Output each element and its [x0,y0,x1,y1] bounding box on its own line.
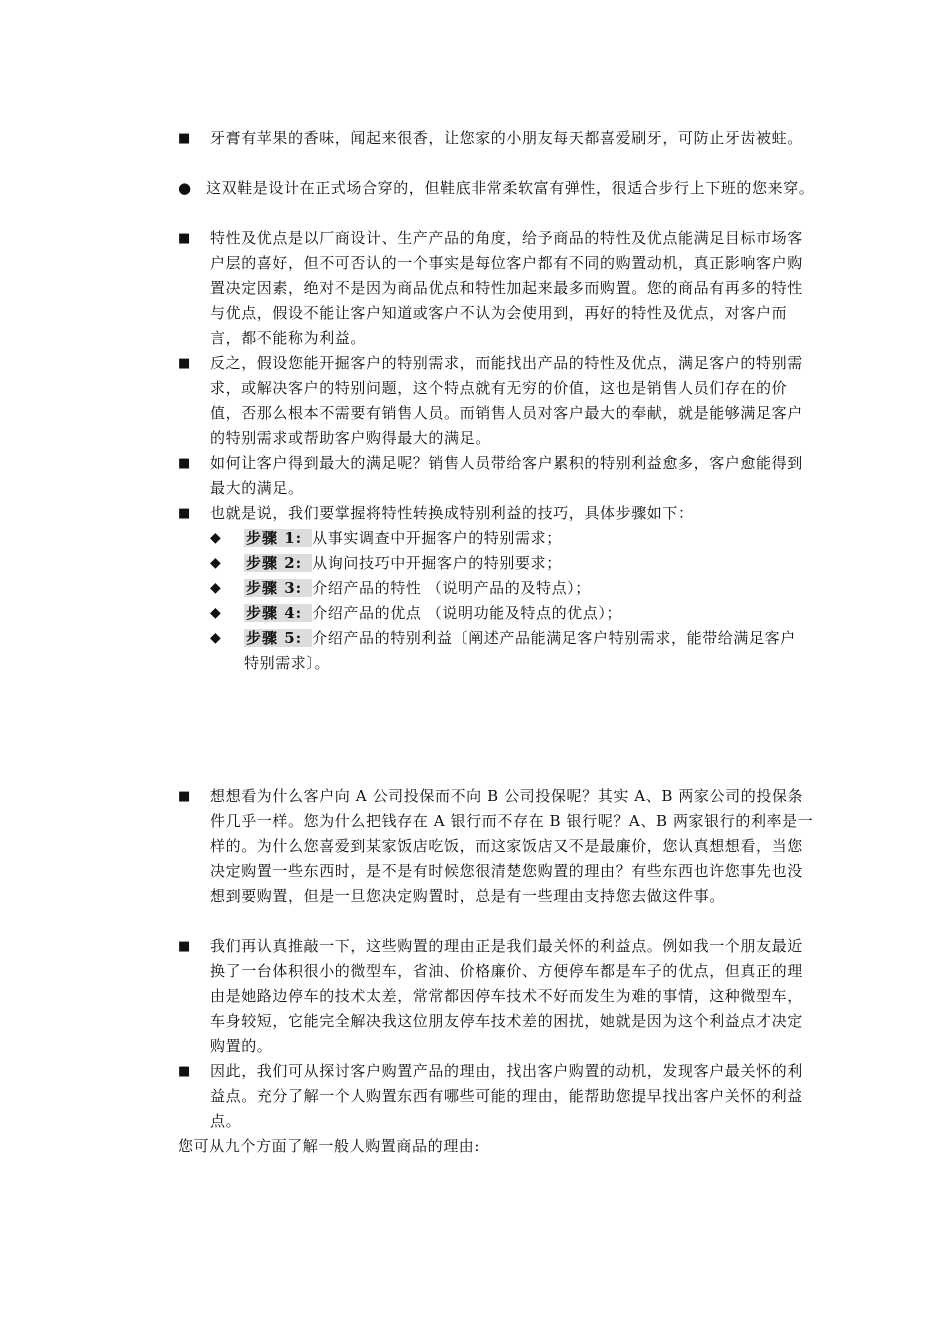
paragraph-satisfaction [178,451,818,501]
square-bullet-icon: ■ [178,456,191,471]
step-item-5 [210,626,810,676]
step-label: 步骤 3: [244,579,312,597]
step-text: 从询问技巧中开掘客户的特别要求； [312,554,562,572]
step-label: 步骤 4: [244,604,312,622]
step-item-2 [210,551,810,576]
paragraph-conversely [178,351,818,451]
closing-line: 您可从九个方面了解一般人购置商品的理由: [178,1137,481,1155]
paragraph-therefore [178,1059,818,1134]
paragraph-text: 反之，假设您能开掘客户的特别需求，而能找出产品的特性及优点，满足客户的特别需求，或解决客户的特别问题，这个特点就有无穷的价值，这也是销售人员们存在的价值，否那么根本不需要有销售人员。而销售人员对客户最大的奉献，就是能够满足客户的特别需求或帮助客户购得最大的满足。 [210,354,803,447]
step-text: 介绍产品的特性 （说明产品的及特点）； [312,579,591,597]
diamond-bullet-icon: ◆ [210,555,221,571]
square-bullet-icon: ■ [178,939,191,954]
step-label: 步骤 1: [244,529,312,547]
paragraph-text: 牙膏有苹果的香味，闻起来很香，让您家的小朋友每天都喜爱刷牙，可防止牙齿被蛀。 [210,129,803,147]
paragraph-text: 这双鞋是设计在正式场合穿的，但鞋底非常柔软富有弹性，很适合步行上下班的您来穿。 [206,179,815,197]
paragraph-text: 想想看为什么客户向 A 公司投保而不向 B 公司投保呢？其实 A、B 两家公司的投保条件几乎一样。您为什么把钱存在 A 银行而不存在 B 银行呢？A、B 两家银行的利率是一样的。为什么您喜爱到某家饭店吃饭，而这家饭店又不是最廉价，您认真想想看，当您决定购置一些东西时，是不是有时候您很清楚您购置的理由？有些东西也许您事先也没想到要购置，但是一旦您决定购置时，总是有一些理由支持您去做这件事。 [210,787,814,905]
step-text: 介绍产品的特别利益〔阐述产品能满足客户特别需求，能带给满足客户特别需求〕。 [244,629,796,672]
diamond-bullet-icon: ◆ [210,630,221,646]
paragraph-features [178,226,818,351]
paragraph-text: 我们再认真推敲一下，这些购置的理由正是我们最关怀的利益点。例如我一个朋友最近换了一台体积很小的微型车，省油、价格廉价、方便停车都是车子的优点，但真正的理由是她路边停车的技术太差，常常都因停车技术不好而发生为难的事情，这种微型车，车身较短，它能完全解决我这位朋友停车技术差的困扰，她就是因为这个利益点才决定购置的。 [210,937,803,1055]
diamond-bullet-icon: ◆ [210,580,221,596]
paragraph-microcar [178,934,818,1059]
step-item-3 [210,576,810,601]
square-bullet-icon: ■ [178,1064,191,1079]
step-text: 介绍产品的优点 （说明功能及特点的优点）； [312,604,623,622]
step-item-1 [210,526,810,551]
paragraph-text: 特性及优点是以厂商设计、生产产品的角度，给予商品的特性及优点能满足目标市场客户层的喜好，但不可否认的一个事实是每位客户都有不同的购置动机，真正影响客户购置决定因素，绝对不是因为商品优点和特性加起来最多而购置。您的商品有再多的特性与优点，假设不能让客户知道或客户不认为会使用到，再好的特性及优点，对客户而言，都不能称为利益。 [210,229,803,347]
square-bullet-icon: ■ [178,356,191,371]
diamond-bullet-icon: ◆ [210,530,221,546]
square-bullet-icon: ■ [178,231,191,246]
step-text: 从事实调查中开掘客户的特别需求； [312,529,562,547]
round-bullet-icon: ● [178,179,192,197]
step-item-4 [210,601,810,626]
square-bullet-icon: ■ [178,506,191,521]
paragraph-toothpaste [178,126,818,151]
square-bullet-icon: ■ [178,131,191,146]
paragraph-shoes [178,176,818,201]
diamond-bullet-icon: ◆ [210,605,221,621]
square-bullet-icon: ■ [178,789,191,804]
paragraph-text: 也就是说，我们要掌握将特性转换成特别利益的技巧，具体步骤如下： [210,504,694,522]
paragraph-insurance [178,784,818,909]
paragraph-text: 因此，我们可从探讨客户购置产品的理由，找出客户购置的动机，发现客户最关怀的利益点。充分了解一个人购置东西有哪些可能的理由，能帮助您提早找出客户关怀的利益点。 [210,1062,803,1130]
step-label: 步骤 2: [244,554,312,572]
paragraph-text: 如何让客户得到最大的满足呢？销售人员带给客户累积的特别利益愈多，客户愈能得到最大的满足。 [210,454,803,497]
paragraph-steps-intro [178,501,818,526]
step-label: 步骤 5: [244,629,312,647]
